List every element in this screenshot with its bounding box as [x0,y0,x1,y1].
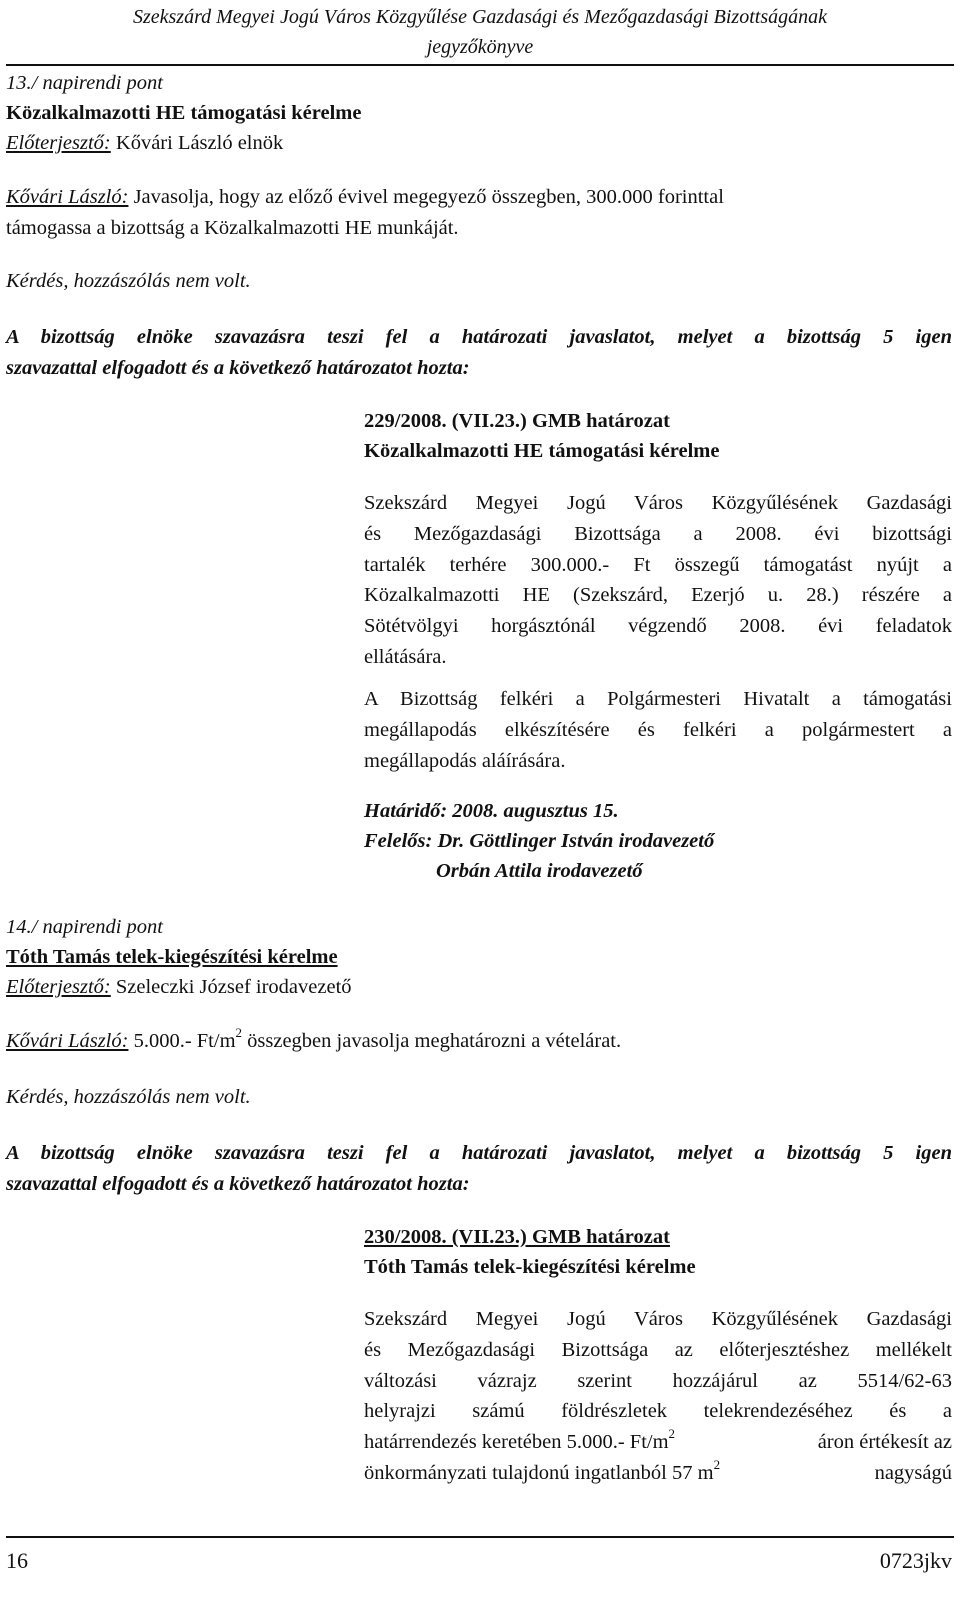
item13-presenter-label: Előterjesztő: [6,132,111,154]
resolution-230-price-text: határrendezés keretében 5.000.- Ft/m [364,1431,669,1453]
item14-vote-line-1: A bizottság elnöke szavazásra teszi fel a határozati javaslatot, melyet a bizottság 5 igen [6,1142,952,1164]
item14-title: Tóth Tamás telek-kiegészítési kérelme [6,946,338,968]
resolution-230-p1-line: Szekszárd Megyei Jogú Város Közgyűlésének Gazdasági [364,1308,952,1330]
resolution-230-p1-line-5-start [364,1427,675,1458]
item14-vote-line-2: szavazattal elfogadott és a következő határozatot hozta: [6,1172,470,1195]
item13-title: Közalkalmazotti HE támogatási kérelme [6,102,362,124]
item13-vote-line-1: A bizottság elnöke szavazásra teszi fel a határozati javaslatot, melyet a bizottság 5 igen [6,326,952,348]
resolution-229-p2-line: megállapodás aláírására. [364,749,566,772]
resolution-230-number: 230/2008. (VII.23.) GMB határozat [364,1226,670,1248]
item13-speaker: Kővári László: [6,186,129,208]
resolution-230-price-sup: 2 [668,1426,676,1442]
resolution-229-responsible [364,826,952,857]
resolution-230-p1-line: és Mezőgazdasági Bizottsága az előterjesztéshez mellékelt [364,1338,952,1361]
resolution-230-p1-line-5 [364,1427,952,1458]
item14-presenter [6,972,952,1003]
resolution-230-title: Tóth Tamás telek-kiegészítési kérelme [364,1256,696,1278]
resolution-230-paragraph-1 [364,1304,952,1489]
header-line-2: jegyzőkönyve [426,36,534,58]
item14-speaker: Kővári László: [6,1030,129,1052]
item13-number-label: 13./ napirendi pont [6,72,163,94]
resolution-229-paragraph-2 [364,684,952,776]
item13-speech-line-2: támogassa a bizottság a Közalkalmazotti HE munkáját. [6,216,459,239]
footer-rule [6,1536,954,1538]
resolution-229-responsible-label: Felelős: [364,830,433,852]
item13-speech [6,182,952,244]
resolution-229-p1-line: Sötétvölgyi horgásztónál végzendő 2008. évi feladatok [364,615,952,637]
document-header [0,2,960,62]
resolution-229-p1-line: és Mezőgazdasági Bizottsága a 2008. évi bizottsági [364,522,952,545]
item13-presenter-name: Kővári László elnök [110,132,284,154]
resolution-229-p1-line: Szekszárd Megyei Jogú Város Közgyűlésének Gazdasági [364,492,952,514]
item14-no-questions: Kérdés, hozzászólás nem volt. [6,1086,251,1108]
footer-doc-code: 0723jkv [879,1548,952,1573]
resolution-229-paragraph-1 [364,488,952,673]
item14-speech-b: összegben javasolja meghatározni a vételárat. [242,1030,622,1052]
resolution-230-p1-line: helyrajzi számú földrészletek telekrendezéséhez és a [364,1400,952,1423]
header-rule [6,64,954,66]
resolution-230-p1-line-6 [364,1458,952,1489]
item13-vote-text [6,322,952,384]
item14-vote-text [6,1138,952,1200]
item14-number-label: 14./ napirendi pont [6,916,163,938]
item14-speech-a: 5.000.- Ft/m [128,1030,236,1052]
resolution-229-p2-line: megállapodás elkészítésére és felkéri a polgármestert a [364,718,952,741]
resolution-230-area-tail: nagyságú [874,1461,952,1484]
resolution-229-p1-line: Közalkalmazotti HE (Szekszárd, Ezerjó u. 28.) részére a [364,584,952,607]
resolution-229-p1-line: tartalék terhére 300.000.- Ft összegű támogatást nyújt a [364,553,952,576]
item14-speech-sup: 2 [235,1025,243,1041]
item14-presenter-name: Szeleczki József irodavezető [110,976,352,998]
resolution-230-area-sup: 2 [713,1456,721,1472]
resolution-230-area-text: önkormányzati tulajdonú ingatlanból 57 m [364,1461,714,1484]
resolution-230-price-tail: áron értékesít az [817,1431,952,1453]
footer-page-number: 16 [6,1548,28,1573]
resolution-229-p2-line: A Bizottság felkéri a Polgármesteri Hivatalt a támogatási [364,688,952,710]
item14-presenter-label: Előterjesztő: [6,976,111,998]
resolution-229-responsible-1: Dr. Göttlinger István irodavezető [432,830,715,852]
item13-vote-line-2: szavazattal elfogadott és a következő határozatot hozta: [6,356,470,379]
resolution-229-p1-line: ellátására. [364,645,447,668]
resolution-230-p1-line-6-start [364,1458,720,1489]
resolution-229-responsible-2: Orbán Attila irodavezető [436,860,643,882]
item14-speech [6,1026,952,1057]
header-line-1: Szekszárd Megyei Jogú Város Közgyűlése Gazdasági és Mezőgazdasági Bizottságának [132,6,827,28]
resolution-229-deadline: Határidő: 2008. augusztus 15. [364,800,619,822]
resolution-229-number: 229/2008. (VII.23.) GMB határozat [364,410,670,432]
item13-presenter [6,128,952,159]
resolution-230-p1-line: változási vázrajz szerint hozzájárul az 5514/62-63 [364,1369,952,1392]
item13-no-questions: Kérdés, hozzászólás nem volt. [6,270,251,292]
item13-speech-line-1: Javasolja, hogy az előző évivel megegyező összegben, 300.000 forinttal [128,186,724,208]
resolution-229-title: Közalkalmazotti HE támogatási kérelme [364,440,720,462]
